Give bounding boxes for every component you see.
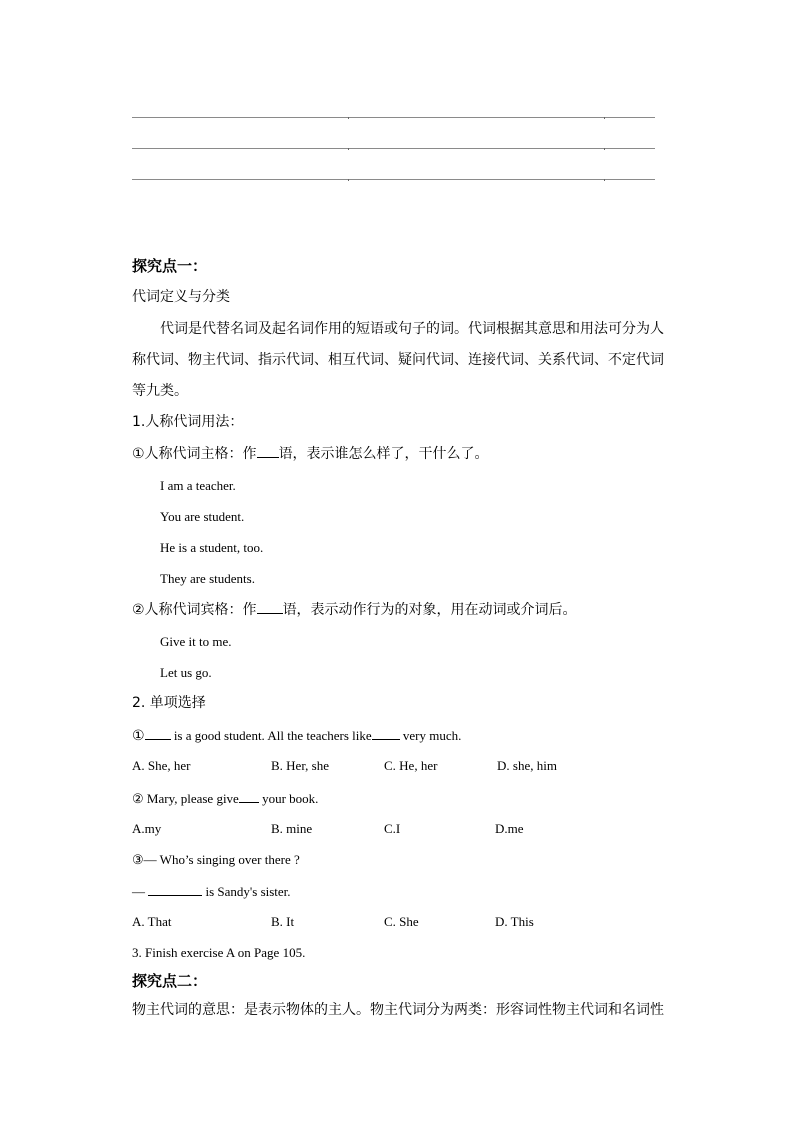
blank	[372, 728, 400, 740]
section2-text: 物主代词的意思：是表示物体的主人。物主代词分为两类：形容词性物主代词和名词性	[132, 1002, 664, 1018]
subject-example: I am a teacher.	[160, 478, 236, 493]
choice-title: 2. 单项选择	[132, 695, 206, 711]
subject-example: He is a student, too.	[160, 540, 264, 555]
section1-heading: 探究点一：	[132, 257, 208, 275]
section2-heading: 探究点二：	[132, 972, 208, 990]
question-3-answer-line: — is Sandy's sister.	[132, 884, 291, 899]
q2-option-c: C.I	[384, 821, 401, 836]
section1-subtitle: 代词定义与分类	[132, 289, 230, 305]
exercise-instruction: 3. Finish exercise A on Page 105.	[132, 945, 306, 960]
object-example: Let us go.	[160, 665, 212, 680]
q2-option-b: B. mine	[271, 821, 313, 836]
subject-rule: ①人称代词主格：作 语，表示谁怎么样了，干什么了。	[132, 446, 489, 462]
rule-line-3	[132, 179, 655, 180]
intro-line-3: 等九类。	[132, 383, 188, 399]
question-3: ③— Who’s singing over there ?	[132, 852, 300, 867]
blank	[145, 728, 171, 740]
q3-option-d: D. This	[495, 914, 534, 929]
subject-example: They are students.	[160, 571, 255, 586]
usage-title: 1.人称代词用法：	[132, 414, 244, 430]
subject-example: You are student.	[160, 509, 245, 524]
q1-option-d: D. she, him	[497, 758, 557, 773]
rule-line-2	[132, 148, 655, 149]
q3-option-b: B. It	[271, 914, 295, 929]
q3-option-a: A. That	[132, 914, 172, 929]
blank	[257, 602, 283, 614]
object-example: Give it to me.	[160, 634, 232, 649]
intro-line-1: 代词是代替名词及起名词作用的短语或句子的词。代词根据其意思和用法可分为人	[160, 321, 664, 337]
question-1: ① is a good student. All the teachers like very much.	[132, 728, 462, 744]
blank	[239, 791, 259, 803]
q2-option-d: D.me	[495, 821, 524, 836]
q1-option-b: B. Her, she	[271, 758, 329, 773]
q1-option-c: C. He, her	[384, 758, 438, 773]
blank	[257, 446, 279, 458]
question-2: ② Mary, please give your book.	[132, 791, 319, 806]
rule-line-1	[132, 117, 655, 118]
intro-line-2: 称代词、物主代词、指示代词、相互代词、疑问代词、连接代词、关系代词、不定代词	[132, 352, 664, 368]
q3-option-c: C. She	[384, 914, 419, 929]
blank	[148, 884, 202, 896]
object-rule: ②人称代词宾格：作 语，表示动作行为的对象，用在动词或介词后。	[132, 602, 577, 618]
q2-option-a: A.my	[132, 821, 162, 836]
q1-option-a: A. She, her	[132, 758, 191, 773]
